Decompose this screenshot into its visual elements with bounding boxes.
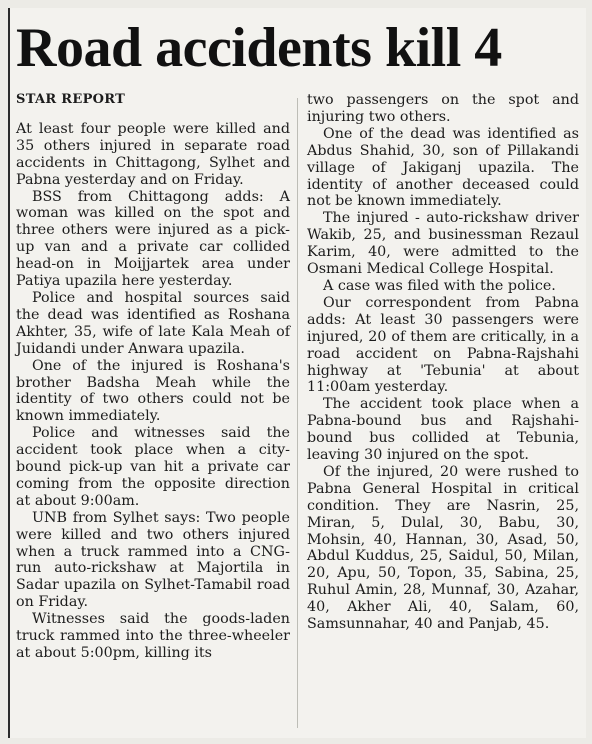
paragraph: Of the injured, 20 were rushed to Pabna General Hospital in critical condition. They are Nasrin, 25, Miran, 5, Dulal, 30, Babu, 30, Mohsin, 40, Hannan, 30, Asad, 50, Abdul Kuddus, 25, Saidul, 50, Milan, 20, Apu, 50, Topon, 35, Sabina, 25, Ruhul Amin, 28, Munnaf, 30, Azahar, 40, Akher Ali, 40, Salam, 60, Samsunnahar, 40 and Panjab, 45. — [307, 463, 579, 633]
paragraph: UNB from Sylhet says: Two people were killed and two others injured when a truck rammed into a CNG-run auto-rickshaw at Majortila in Sadar upazila on Sylhet-Tamabil road on Friday. — [16, 509, 290, 611]
paragraph: A case was filed with the police. — [323, 277, 556, 294]
paragraph: One of the dead was identified as Abdus Shahid, 30, son of Pillakandi village of Jakiganj upazila. The identity of another deceased could not be known immediately. — [307, 125, 579, 210]
paragraph: Police and witnesses said the accident took place when a city-bound pick-up van hit a private car coming from the opposite direction at about 9:00am. — [16, 425, 290, 509]
paragraph: two passengers on the spot and injuring two others. — [307, 92, 579, 125]
paragraph: Our correspondent from Pabna adds: At least 30 passengers were injured, 20 of them are critically, in a road accident on Pabna-Rajshahi highway at 'Tebunia' at about 11:00am yesterday. — [307, 294, 579, 396]
paragraph: The accident took place when a Pabna-bound bus and Rajshahi-bound bus collided at Tebunia, leaving 30 injured on the spot. — [307, 396, 579, 464]
column-right — [307, 92, 579, 633]
paragraph: The injured - auto-rickshaw driver Wakib, 25, and businessman Rezaul Karim, 40, were admitted to the Osmani Medical College Hospital. — [307, 210, 579, 278]
byline: STAR REPORT — [16, 92, 126, 107]
paragraph: Witnesses said the goods-laden truck rammed into the three-wheeler at about 5:00pm, killing its — [16, 611, 290, 661]
paragraph: Police and hospital sources said the dead was identified as Roshana Akhter, 35, wife of late Kala Meah of Juidandi under Anwara upazila. — [16, 289, 290, 357]
column-left — [16, 92, 290, 662]
headline: Road accidents kill 4 — [16, 17, 502, 79]
paragraph: One of the injured is Roshana's brother Badsha Meah while the identity of two others could not be known immediately. — [16, 357, 290, 425]
column-divider — [297, 98, 298, 728]
paragraph: At least four people were killed and 35 others injured in separate road accidents in Chittagong, Sylhet and Pabna yesterday and on Friday. — [16, 120, 290, 188]
paragraph: BSS from Chittagong adds: A woman was killed on the spot and three others were injured as a pick-up van and a private car collided head-on in Moijjartek area under Patiya upazila here yesterday. — [16, 188, 290, 290]
